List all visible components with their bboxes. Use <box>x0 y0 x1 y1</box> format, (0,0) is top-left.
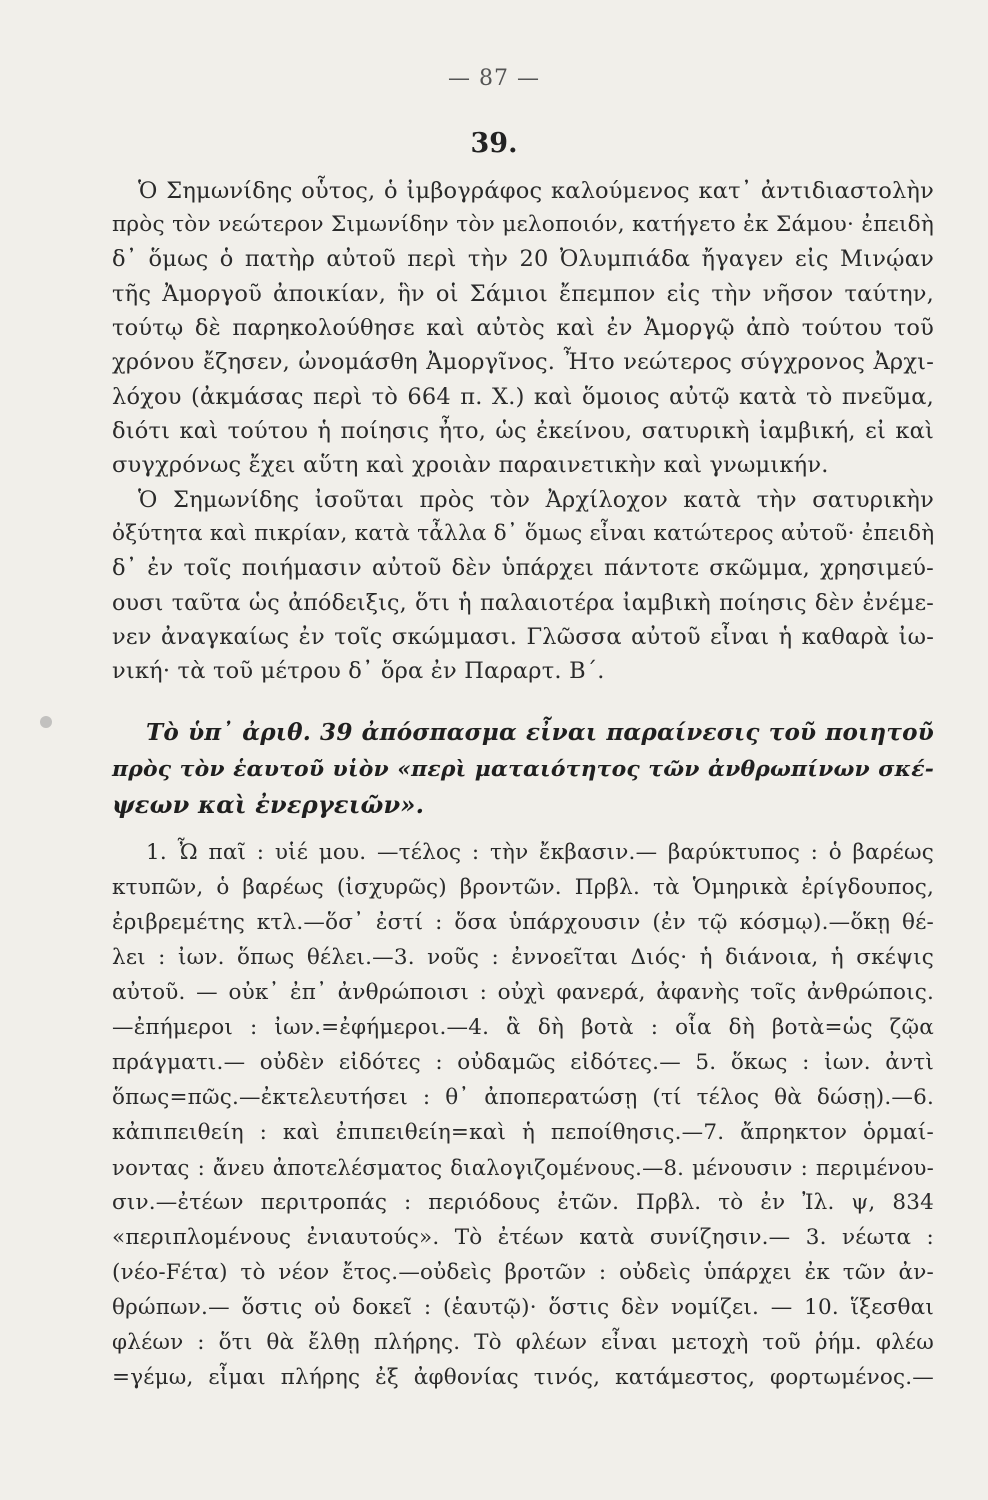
paragraph-2-line-6: νική· τὰ τοῦ μέτρου δ᾽ ὅρα ἐν Παραρτ. Β΄. <box>112 658 605 684</box>
paragraph-1-line-2: πρὸς τὸν νεώτερον Σιμωνίδην τὸν μελοποιόν, κατήγετο ἐκ Σάμου· ἐπειδὴ <box>112 212 934 237</box>
paragraph-1-line-6: χρόνου ἔζησεν, ὠνομάσθη Ἀμοργῖνος. Ἦτο νεώτερος σύγχρονος Ἀρχι- <box>112 349 934 375</box>
paragraph-1-line-5: τούτῳ δὲ παρηκολούθησε καὶ αὐτὸς καὶ ἐν Ἀμοργῷ ἀπὸ τούτου τοῦ <box>112 315 934 341</box>
paragraph-2-line-3: δ᾽ ἐν τοῖς ποιήμασιν αὐτοῦ δὲν ὑπάρχει πάντοτε σκῶμμα, χρησιμεύ- <box>112 555 934 581</box>
paragraph-2-line-1: Ὁ Σημωνίδης ἰσοῦται πρὸς τὸν Ἀρχίλοχον κατὰ τὴν σατυρικὴν <box>138 487 934 513</box>
notes-line-8: ὅπως=πῶς.—ἐκτελευτήσει : θ᾽ ἀποπερατώσῃ (τί τέλος θὰ δώσῃ).—6. <box>112 1085 934 1110</box>
notes-line-2: κτυπῶν, ὁ βαρέως (ἰσχυρῶς) βροντῶν. Πρβλ. τὰ Ὁμηρικὰ ἐρίγδουπος, <box>112 875 934 900</box>
intro-line-2: πρὸς τὸν ἑαυτοῦ υἱὸν «περὶ ματαιότητος τῶν ἀνθρωπίνων σκέ- <box>112 756 934 782</box>
paragraph-1-line-8: διότι καὶ τούτου ἡ ποίησις ἦτο, ὡς ἐκείνου, σατυρικὴ ἰαμβική, εἰ καὶ <box>112 418 934 444</box>
notes-line-10: νοντας : ἄνευ ἀποτελέσματος διαλογιζομένους.—8. μένουσιν : περιμένου- <box>112 1155 934 1180</box>
paragraph-1-line-3: δ᾽ ὅμως ὁ πατὴρ αὐτοῦ περὶ τὴν 20 Ὀλυμπιάδα ἤγαγεν εἰς Μινῴαν <box>112 246 934 272</box>
notes-line-4: λει : ἰων. ὅπως θέλει.—3. νοῦς : ἐννοεῖται Διός· ἡ διάνοια, ἡ σκέψις <box>112 945 934 970</box>
notes-line-15: φλέων : ὅτι θὰ ἔλθῃ πλήρης. Τὸ φλέων εἶναι μετοχὴ τοῦ ῥήμ. φλέω <box>112 1330 934 1355</box>
notes-line-16: =γέμω, εἶμαι πλήρης ἐξ ἀφθονίας τινός, κατάμεστος, φορτωμένος.— <box>112 1365 934 1390</box>
intro-line-3: ψεων καὶ ἐνεργειῶν». <box>112 790 425 819</box>
paragraph-1-line-9: συγχρόνως ἔχει αὕτη καὶ χροιὰν παραινετικὴν καὶ γνωμικήν. <box>112 452 829 478</box>
paragraph-2-line-5: νεν ἀναγκαίως ἐν τοῖς σκώμμασι. Γλῶσσα αὐτοῦ εἶναι ἡ καθαρὰ ἰω- <box>112 624 934 650</box>
paragraph-2-line-4: ουσι ταῦτα ὡς ἀπόδειξις, ὅτι ἡ παλαιοτέρα ἰαμβικὴ ποίησις δὲν ἐνέμε- <box>112 590 934 616</box>
notes-line-9: κἀπιπειθείη : καὶ ἐπιπειθείη=καὶ ἡ πεποίθησις.—7. ἄπρηκτον ὁρμαί- <box>112 1120 934 1145</box>
paragraph-2-line-2: ὀξύτητα καὶ πικρίαν, κατὰ τἆλλα δ᾽ ὅμως εἶναι κατώτερος αὐτοῦ· ἐπειδὴ <box>112 521 935 546</box>
page-number: — 87 — <box>448 66 540 91</box>
paragraph-1-line-1: Ὁ Σημωνίδης οὗτος, ὁ ἰμβογράφος καλούμενος κατ᾽ ἀντιδιαστολὴν <box>138 178 934 204</box>
notes-line-12: «περιπλομένους ἐνιαυτούς». Τὸ ἐτέων κατὰ συνίζησιν.— 3. νέωτα : <box>112 1225 934 1250</box>
section-number: 39. <box>470 128 518 159</box>
notes-line-13: (νέο-Fέτα) τὸ νέον ἔτος.—οὐδεὶς βροτῶν : οὐδεὶς ὑπάρχει ἐκ τῶν ἀν- <box>112 1260 934 1285</box>
margin-mark <box>40 716 52 728</box>
paragraph-1-line-7: λόχου (ἀκμάσας περὶ τὸ 664 π. Χ.) καὶ ὅμοιος αὐτῷ κατὰ τὸ πνεῦμα, <box>112 384 934 410</box>
notes-line-5: αὐτοῦ. — οὐκ᾽ ἐπ᾽ ἀνθρώποισι : οὐχὶ φανερά, ἀφανὴς τοῖς ἀνθρώποις. <box>112 980 934 1005</box>
paragraph-1-line-4: τῆς Ἀμοργοῦ ἀποικίαν, ἣν οἱ Σάμιοι ἔπεμπον εἰς τὴν νῆσον ταύτην, <box>112 281 934 307</box>
notes-line-1: 1. Ὦ παῖ : υἱέ μου. —τέλος : τὴν ἔκβασιν.— βαρύκτυπος : ὁ βαρέως <box>146 840 934 865</box>
notes-line-6: —ἐπήμεροι : ἰων.=ἐφήμεροι.—4. ἃ δὴ βοτὰ : οἷα δὴ βοτὰ=ὡς ζῷα <box>112 1015 934 1040</box>
notes-line-7: πράγματι.— οὐδὲν εἰδότες : οὐδαμῶς εἰδότες.— 5. ὅκως : ἰων. ἀντὶ <box>112 1050 934 1075</box>
intro-line-1: Τὸ ὑπ᾽ ἀριθ. 39 ἀπόσπασμα εἶναι παραίνεσις τοῦ ποιητοῦ <box>146 719 934 746</box>
notes-line-11: σιν.—ἐτέων περιτροπάς : περιόδους ἐτῶν. Πρβλ. τὸ ἐν Ἰλ. ψ, 834 <box>112 1190 934 1215</box>
notes-line-3: ἐριβρεμέτης κτλ.—ὅσ᾽ ἐστί : ὅσα ὑπάρχουσιν (ἐν τῷ κόσμῳ).—ὅκῃ θέ- <box>112 910 934 935</box>
notes-line-14: θρώπων.— ὅστις οὐ δοκεῖ : (ἑαυτῷ)· ὅστις δὲν νομίζει. — 10. ἵξεσθαι <box>112 1295 934 1320</box>
